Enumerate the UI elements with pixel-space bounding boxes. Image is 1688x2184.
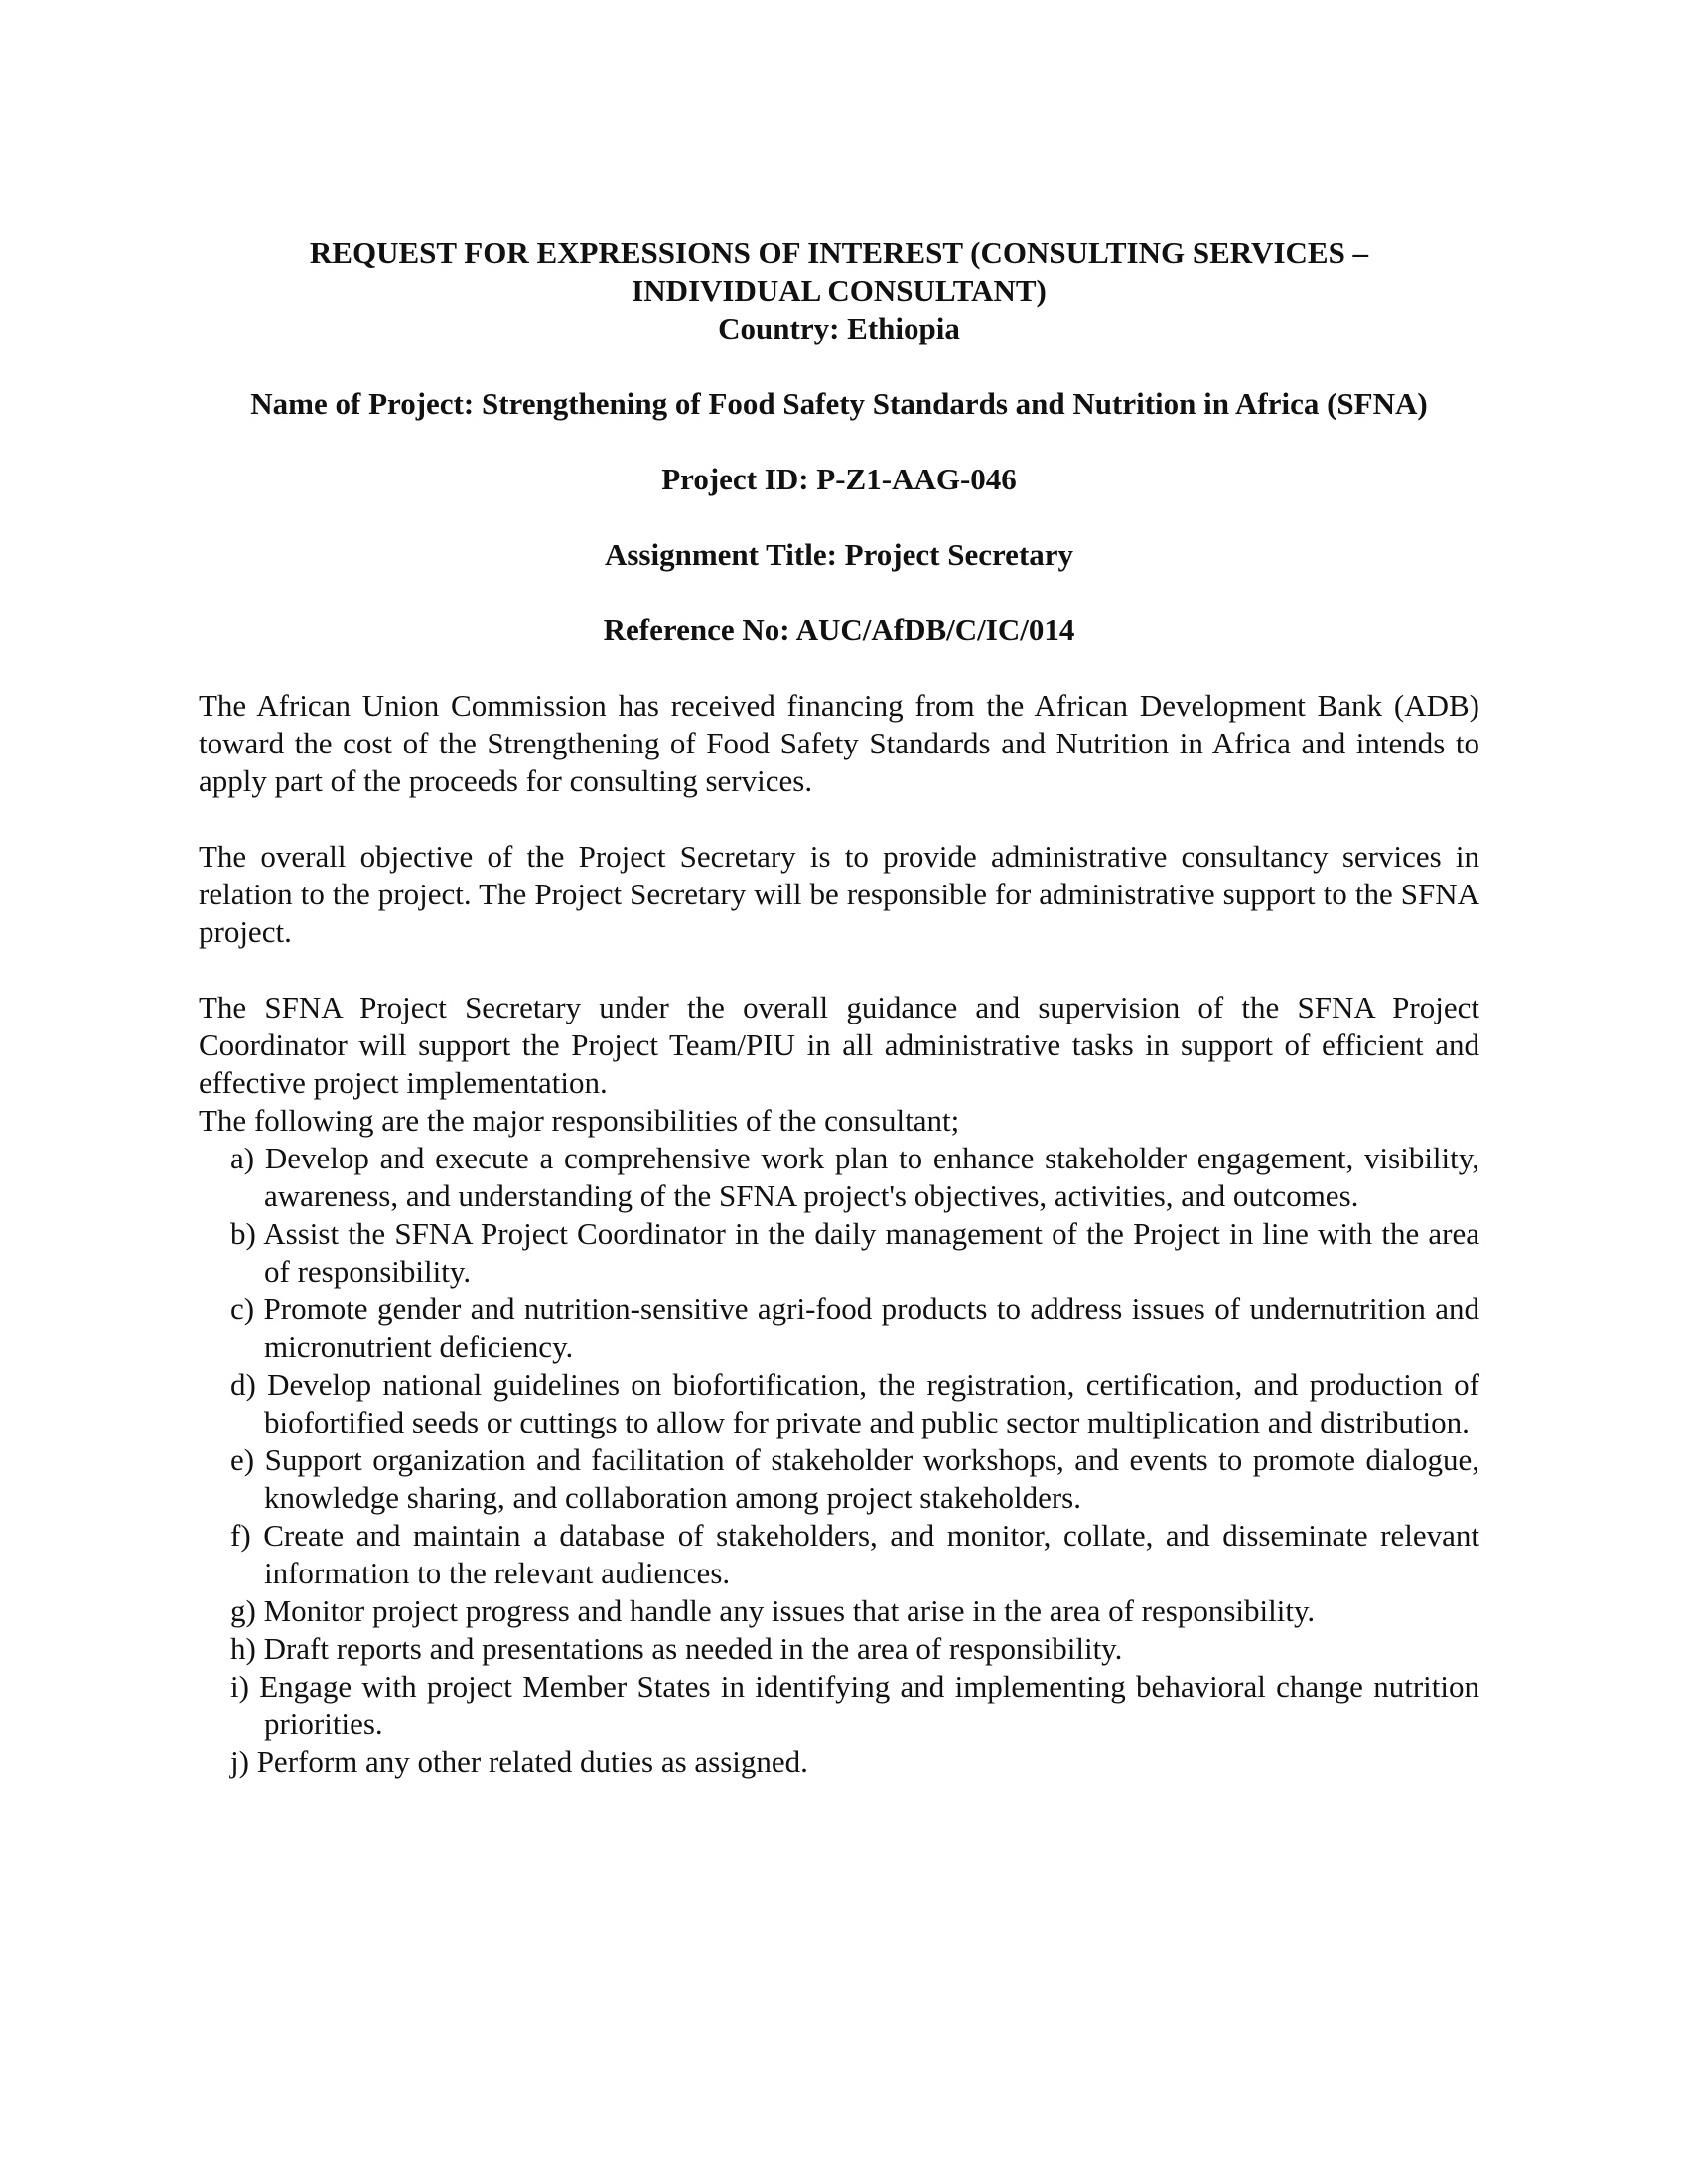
responsibility-text: Perform any other related duties as assigned. — [256, 1744, 808, 1779]
responsibility-item — [230, 1668, 1479, 1743]
responsibility-marker: e) — [230, 1442, 255, 1477]
document-title-line-2: INDIVIDUAL CONSULTANT) — [632, 273, 1047, 308]
responsibilities-list — [199, 1140, 1479, 1781]
project-name: Name of Project: Strengthening of Food Safety Standards and Nutrition in Africa (SFNA) — [250, 386, 1428, 421]
responsibility-item — [230, 1517, 1479, 1592]
document-page — [199, 234, 1479, 1781]
country-line: Country: Ethiopia — [718, 311, 960, 345]
responsibility-item — [230, 1743, 1479, 1781]
responsibility-marker: d) — [230, 1367, 256, 1402]
reference-number: Reference No: AUC/AfDB/C/IC/014 — [603, 613, 1075, 647]
responsibility-marker: i) — [230, 1669, 249, 1704]
responsibility-item — [230, 1630, 1479, 1668]
responsibilities-intro: The following are the major responsibilities of the consultant; — [199, 1103, 960, 1138]
financing-paragraph: The African Union Commission has received financing from the African Development Bank (ADB) toward the cost of the Strengthening of Food Safety Standards and Nutrition in Africa and intends to apply part of the proceeds for consulting services. — [199, 688, 1479, 798]
responsibility-text: Support organization and facilitation of stakeholder workshops, and events to promote dialogue, knowledge sharing, and collaboration among project stakeholders. — [264, 1442, 1480, 1515]
responsibility-text: Develop and execute a comprehensive work plan to enhance stakeholder engagement, visibility, awareness, and understanding of the SFNA project's objectives, activities, and outcomes. — [264, 1141, 1480, 1213]
project-id: Project ID: P-Z1-AAG-046 — [661, 462, 1017, 496]
objective-paragraph: The overall objective of the Project Secretary is to provide administrative consultancy services in relation to the project. The Project Secretary will be responsible for administrative support to the SFNA project. — [199, 839, 1479, 949]
responsibility-marker: h) — [230, 1631, 256, 1666]
responsibility-text: Create and maintain a database of stakeholders, and monitor, collate, and disseminate relevant information to the relevant audiences. — [263, 1518, 1480, 1590]
responsibility-marker: c) — [230, 1292, 255, 1326]
responsibility-item — [230, 1441, 1479, 1517]
responsibility-text: Monitor project progress and handle any issues that arise in the area of responsibility. — [263, 1593, 1316, 1628]
responsibility-text: Assist the SFNA Project Coordinator in the daily management of the Project in line with the area of responsibility. — [263, 1216, 1479, 1289]
responsibility-marker: f) — [230, 1518, 251, 1553]
responsibility-marker: j) — [230, 1744, 249, 1779]
responsibility-text: Draft reports and presentations as needed in the area of responsibility. — [263, 1631, 1123, 1666]
responsibility-item — [230, 1592, 1479, 1630]
title-block — [199, 234, 1479, 347]
responsibility-marker: b) — [230, 1216, 256, 1251]
responsibility-item — [230, 1215, 1479, 1291]
responsibility-marker: a) — [230, 1141, 255, 1175]
responsibility-item — [230, 1366, 1479, 1441]
responsibility-text: Promote gender and nutrition-sensitive agri-food products to address issues of undernutrition and micronutrient deficiency. — [263, 1292, 1480, 1364]
supervision-paragraph: The SFNA Project Secretary under the overall guidance and supervision of the SFNA Project Coordinator will support the Project Team/PIU in all administrative tasks in support of efficient and effective project implementation. — [199, 990, 1479, 1100]
document-title-line-1: REQUEST FOR EXPRESSIONS OF INTEREST (CONSULTING SERVICES – — [309, 235, 1369, 270]
responsibility-item — [230, 1140, 1479, 1215]
responsibility-item — [230, 1291, 1479, 1366]
responsibility-marker: g) — [230, 1593, 256, 1628]
responsibility-text: Develop national guidelines on biofortification, the registration, certification, and production of biofortified seeds or cuttings to allow for private and public sector multiplication and distribution. — [264, 1367, 1479, 1439]
responsibility-text: Engage with project Member States in identifying and implementing behavioral change nutrition priorities. — [259, 1669, 1479, 1741]
assignment-title: Assignment Title: Project Secretary — [604, 537, 1074, 572]
